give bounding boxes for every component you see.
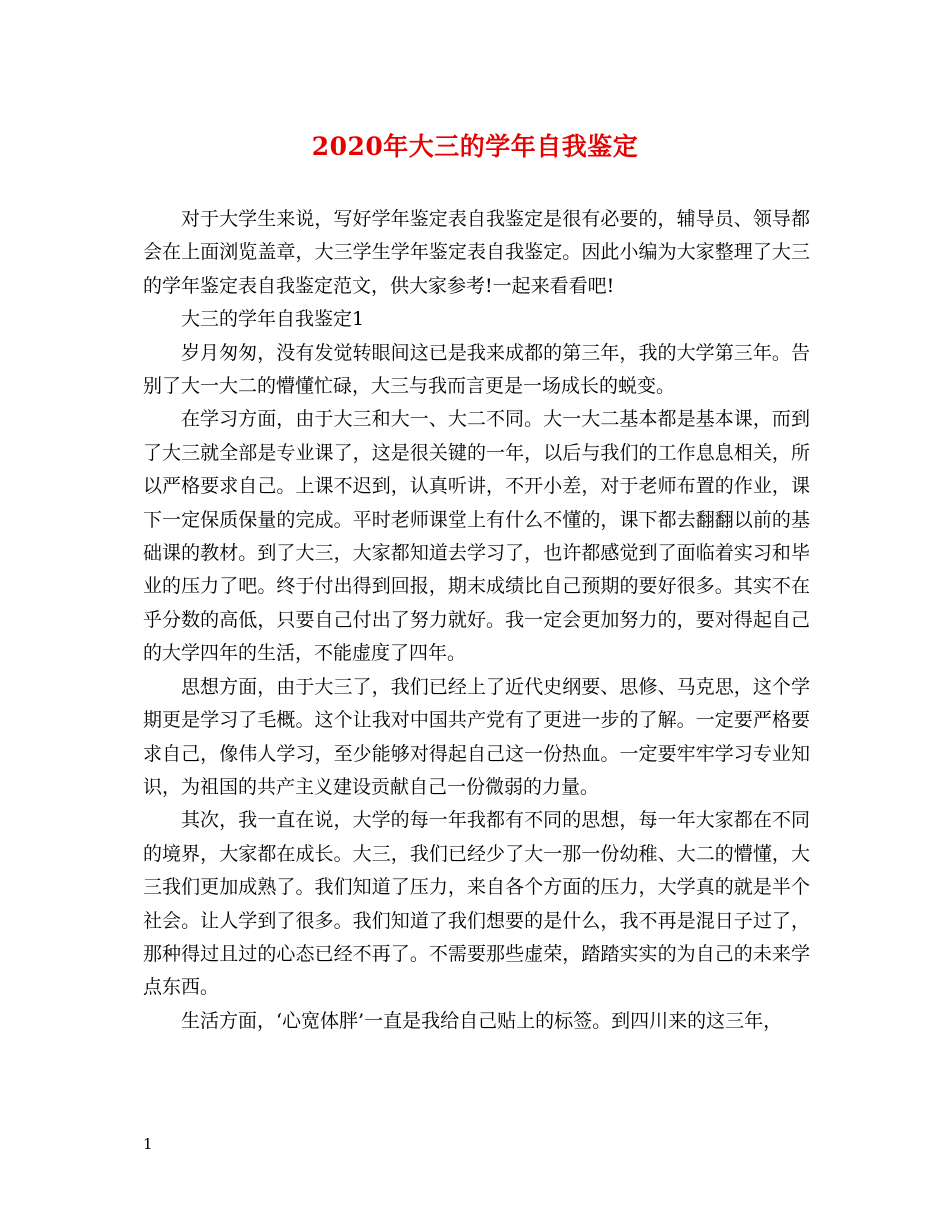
section-heading: 大三的学年自我鉴定1 [181,308,365,331]
page-number: 1 [143,1135,153,1153]
paragraph-opening: 岁月匆匆，没有发觉转眼间这已是我来成都的第三年，我的大学第三年。告别了大一大二的懵懂忙碌，大三与我而言更是一场成长的蜕变。 [143,341,810,398]
document-body [143,203,810,1038]
paragraph-study: 在学习方面，由于大三和大一、大二不同。大一大二基本都是基本课，而到了大三就全部是专业课了，这是很关键的一年，以后与我们的工作息息相关，所以严格要求自己。上课不迟到，认真听讲，不开小差，对于老师布置的作业，课下一定保质保量的完成。平时老师课堂上有什么不懂的，课下都去翻翻以前的基础课的教材。到了大三，大家都知道去学习了，也许都感觉到了面临着实习和毕业的压力了吧。终于付出得到回报，期末成绩比自己预期的要好很多。其实不在乎分数的高低，只要自己付出了努力就好。我一定会更加努力的，要对得起自己的大学四年的生活，不能虚度了四年。 [143,408,810,665]
document-title: 2020年大三的学年自我鉴定 [311,132,639,161]
paragraph-growth: 其次，我一直在说，大学的每一年我都有不同的思想，每一年大家都在不同的境界，大家都在成长。大三，我们已经少了大一那一份幼稚、大二的懵懂，大三我们更加成熟了。我们知道了压力，来自各个方面的压力，大学真的就是半个社会。让人学到了很多。我们知道了我们想要的是什么，我不再是混日子过了，那种得过且过的心态已经不再了。不需要那些虚荣，踏踏实实的为自己的未来学点东西。 [143,809,810,999]
paragraph-intro: 对于大学生来说，写好学年鉴定表自我鉴定是很有必要的，辅导员、领导都会在上面浏览盖章，大三学生学年鉴定表自我鉴定。因此小编为大家整理了大三的学年鉴定表自我鉴定范文，供大家参考!一起来看看吧! [143,208,810,297]
paragraph-thought: 思想方面，由于大三了，我们已经上了近代史纲要、思修、马克思，这个学期更是学习了毛概。这个让我对中国共产党有了更进一步的了解。一定要严格要求自己，像伟人学习，至少能够对得起自己这一份热血。一定要牢牢学习专业知识，为祖国的共产主义建设贡献自己一份微弱的力量。 [143,675,810,798]
paragraph-life: 生活方面，‘心宽体胖’一直是我给自己贴上的标签。到四川来的这三年， [181,1009,783,1032]
